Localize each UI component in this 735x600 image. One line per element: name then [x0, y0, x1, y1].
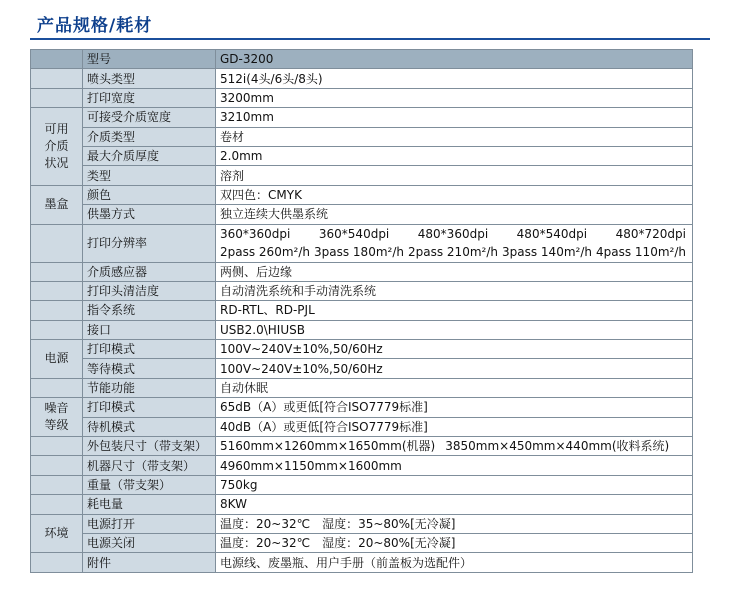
table-row [31, 301, 693, 320]
dpi-value: 360*540dpi [318, 227, 390, 242]
row-label: 打印模式 [83, 340, 216, 359]
speed-value: 2pass 210m²/h [408, 245, 498, 260]
table-row [31, 127, 693, 146]
table-row [31, 437, 693, 456]
group-cell [31, 475, 83, 494]
table-row [31, 456, 693, 475]
row-label: 耗电量 [83, 495, 216, 514]
row-value: RD-RTL、RD-PJL [216, 301, 693, 320]
group-cell [31, 69, 83, 88]
table-row [31, 359, 693, 378]
row-value: 双四色：CMYK [216, 185, 693, 204]
row-label: 颜色 [83, 185, 216, 204]
table-row [31, 262, 693, 281]
row-label: 外包装尺寸（带支架） [83, 437, 216, 456]
group-cell [31, 495, 83, 514]
table-row [31, 166, 693, 185]
dpi-value: 480*720dpi [615, 227, 686, 242]
table-row [31, 533, 693, 552]
row-label: 打印分辨率 [83, 224, 216, 262]
table-row [31, 378, 693, 397]
speed-value: 2pass 260m²/h [220, 245, 310, 260]
row-label: 型号 [83, 50, 216, 69]
table-row [31, 281, 693, 300]
resolution-dpi-line [220, 225, 692, 243]
row-label: 电源打开 [83, 514, 216, 533]
table-row [31, 553, 693, 572]
group-noise: 噪音 等级 [31, 398, 83, 437]
row-value: 40dB（A）或更低[符合ISO7779标准] [216, 417, 693, 436]
row-value: GD-3200 [216, 50, 693, 69]
row-value: 2.0mm [216, 146, 693, 165]
table-row [31, 108, 693, 127]
group-cell [31, 378, 83, 397]
row-value: 8KW [216, 495, 693, 514]
dpi-value: 480*540dpi [516, 227, 588, 242]
row-value: 卷材 [216, 127, 693, 146]
group-cell [31, 281, 83, 300]
row-label: 介质类型 [83, 127, 216, 146]
row-value: 独立连续大供墨系统 [216, 205, 693, 224]
table-row [31, 205, 693, 224]
row-label: 接口 [83, 320, 216, 339]
table-row [31, 146, 693, 165]
row-label: 最大介质厚度 [83, 146, 216, 165]
row-label: 机器尺寸（带支架） [83, 456, 216, 475]
row-label: 喷头类型 [83, 69, 216, 88]
row-value [216, 437, 693, 456]
table-row [31, 50, 693, 69]
row-value: 4960mm×1150mm×1600mm [216, 456, 693, 475]
group-cell [31, 553, 83, 572]
table-row [31, 224, 693, 262]
table-row [31, 417, 693, 436]
row-value: 100V~240V±10%,50/60Hz [216, 359, 693, 378]
row-value: 3200mm [216, 88, 693, 107]
row-value: 自动清洗系统和手动清洗系统 [216, 281, 693, 300]
row-label: 打印头清洁度 [83, 281, 216, 300]
group-cell [31, 456, 83, 475]
row-label: 等待模式 [83, 359, 216, 378]
speed-value: 4pass 110m²/h [596, 245, 686, 260]
group-cell [31, 301, 83, 320]
row-value: 温度：20~32℃ 湿度：35~80%[无冷凝] [216, 514, 693, 533]
row-value: 3210mm [216, 108, 693, 127]
table-row [31, 514, 693, 533]
table-row [31, 320, 693, 339]
resolution-speed-line [220, 243, 692, 261]
spec-table [30, 49, 693, 573]
table-row [31, 475, 693, 494]
table-row [31, 398, 693, 417]
row-value: 512i(4头/6头/8头) [216, 69, 693, 88]
row-label: 介质感应器 [83, 262, 216, 281]
table-row [31, 69, 693, 88]
group-cell [31, 50, 83, 69]
speed-value: 3pass 180m²/h [314, 245, 404, 260]
table-row [31, 495, 693, 514]
dpi-value: 480*360dpi [417, 227, 489, 242]
dpi-value: 360*360dpi [220, 227, 291, 242]
group-cell [31, 320, 83, 339]
group-cell [31, 224, 83, 262]
table-row [31, 185, 693, 204]
group-env: 环境 [31, 514, 83, 553]
row-label: 指令系统 [83, 301, 216, 320]
row-label: 待机模式 [83, 417, 216, 436]
row-label: 打印模式 [83, 398, 216, 417]
speed-value: 3pass 140m²/h [502, 245, 592, 260]
row-label: 供墨方式 [83, 205, 216, 224]
row-value: 65dB（A）或更低[符合ISO7779标准] [216, 398, 693, 417]
row-value: 100V~240V±10%,50/60Hz [216, 340, 693, 359]
pack-size-machine: 5160mm×1260mm×1650mm(机器) [220, 439, 436, 454]
group-ink: 墨盒 [31, 185, 83, 224]
row-value: 自动休眠 [216, 378, 693, 397]
group-power: 电源 [31, 340, 83, 379]
group-cell [31, 437, 83, 456]
row-value: 温度：20~32℃ 湿度：20~80%[无冷凝] [216, 533, 693, 552]
table-row [31, 340, 693, 359]
group-media: 可用 介质 状况 [31, 108, 83, 186]
page-title: 产品规格/耗材 [37, 16, 153, 36]
row-label: 可接受介质宽度 [83, 108, 216, 127]
row-label: 节能功能 [83, 378, 216, 397]
row-value: 750kg [216, 475, 693, 494]
pack-size-takeup: 3850mm×450mm×440mm(收料系统) [445, 439, 670, 454]
table-row [31, 88, 693, 107]
row-value: 两侧、后边缘 [216, 262, 693, 281]
row-value: 溶剂 [216, 166, 693, 185]
pack-size-values [220, 437, 692, 455]
row-label: 重量（带支架） [83, 475, 216, 494]
row-value: USB2.0\HIUSB [216, 320, 693, 339]
resolution-cell [216, 224, 693, 262]
row-label: 电源关闭 [83, 533, 216, 552]
row-label: 附件 [83, 553, 216, 572]
group-cell [31, 88, 83, 107]
row-label: 类型 [83, 166, 216, 185]
row-label: 打印宽度 [83, 88, 216, 107]
title-divider [30, 38, 710, 40]
group-cell [31, 262, 83, 281]
row-value: 电源线、废墨瓶、用户手册（前盖板为选配件） [216, 553, 693, 572]
